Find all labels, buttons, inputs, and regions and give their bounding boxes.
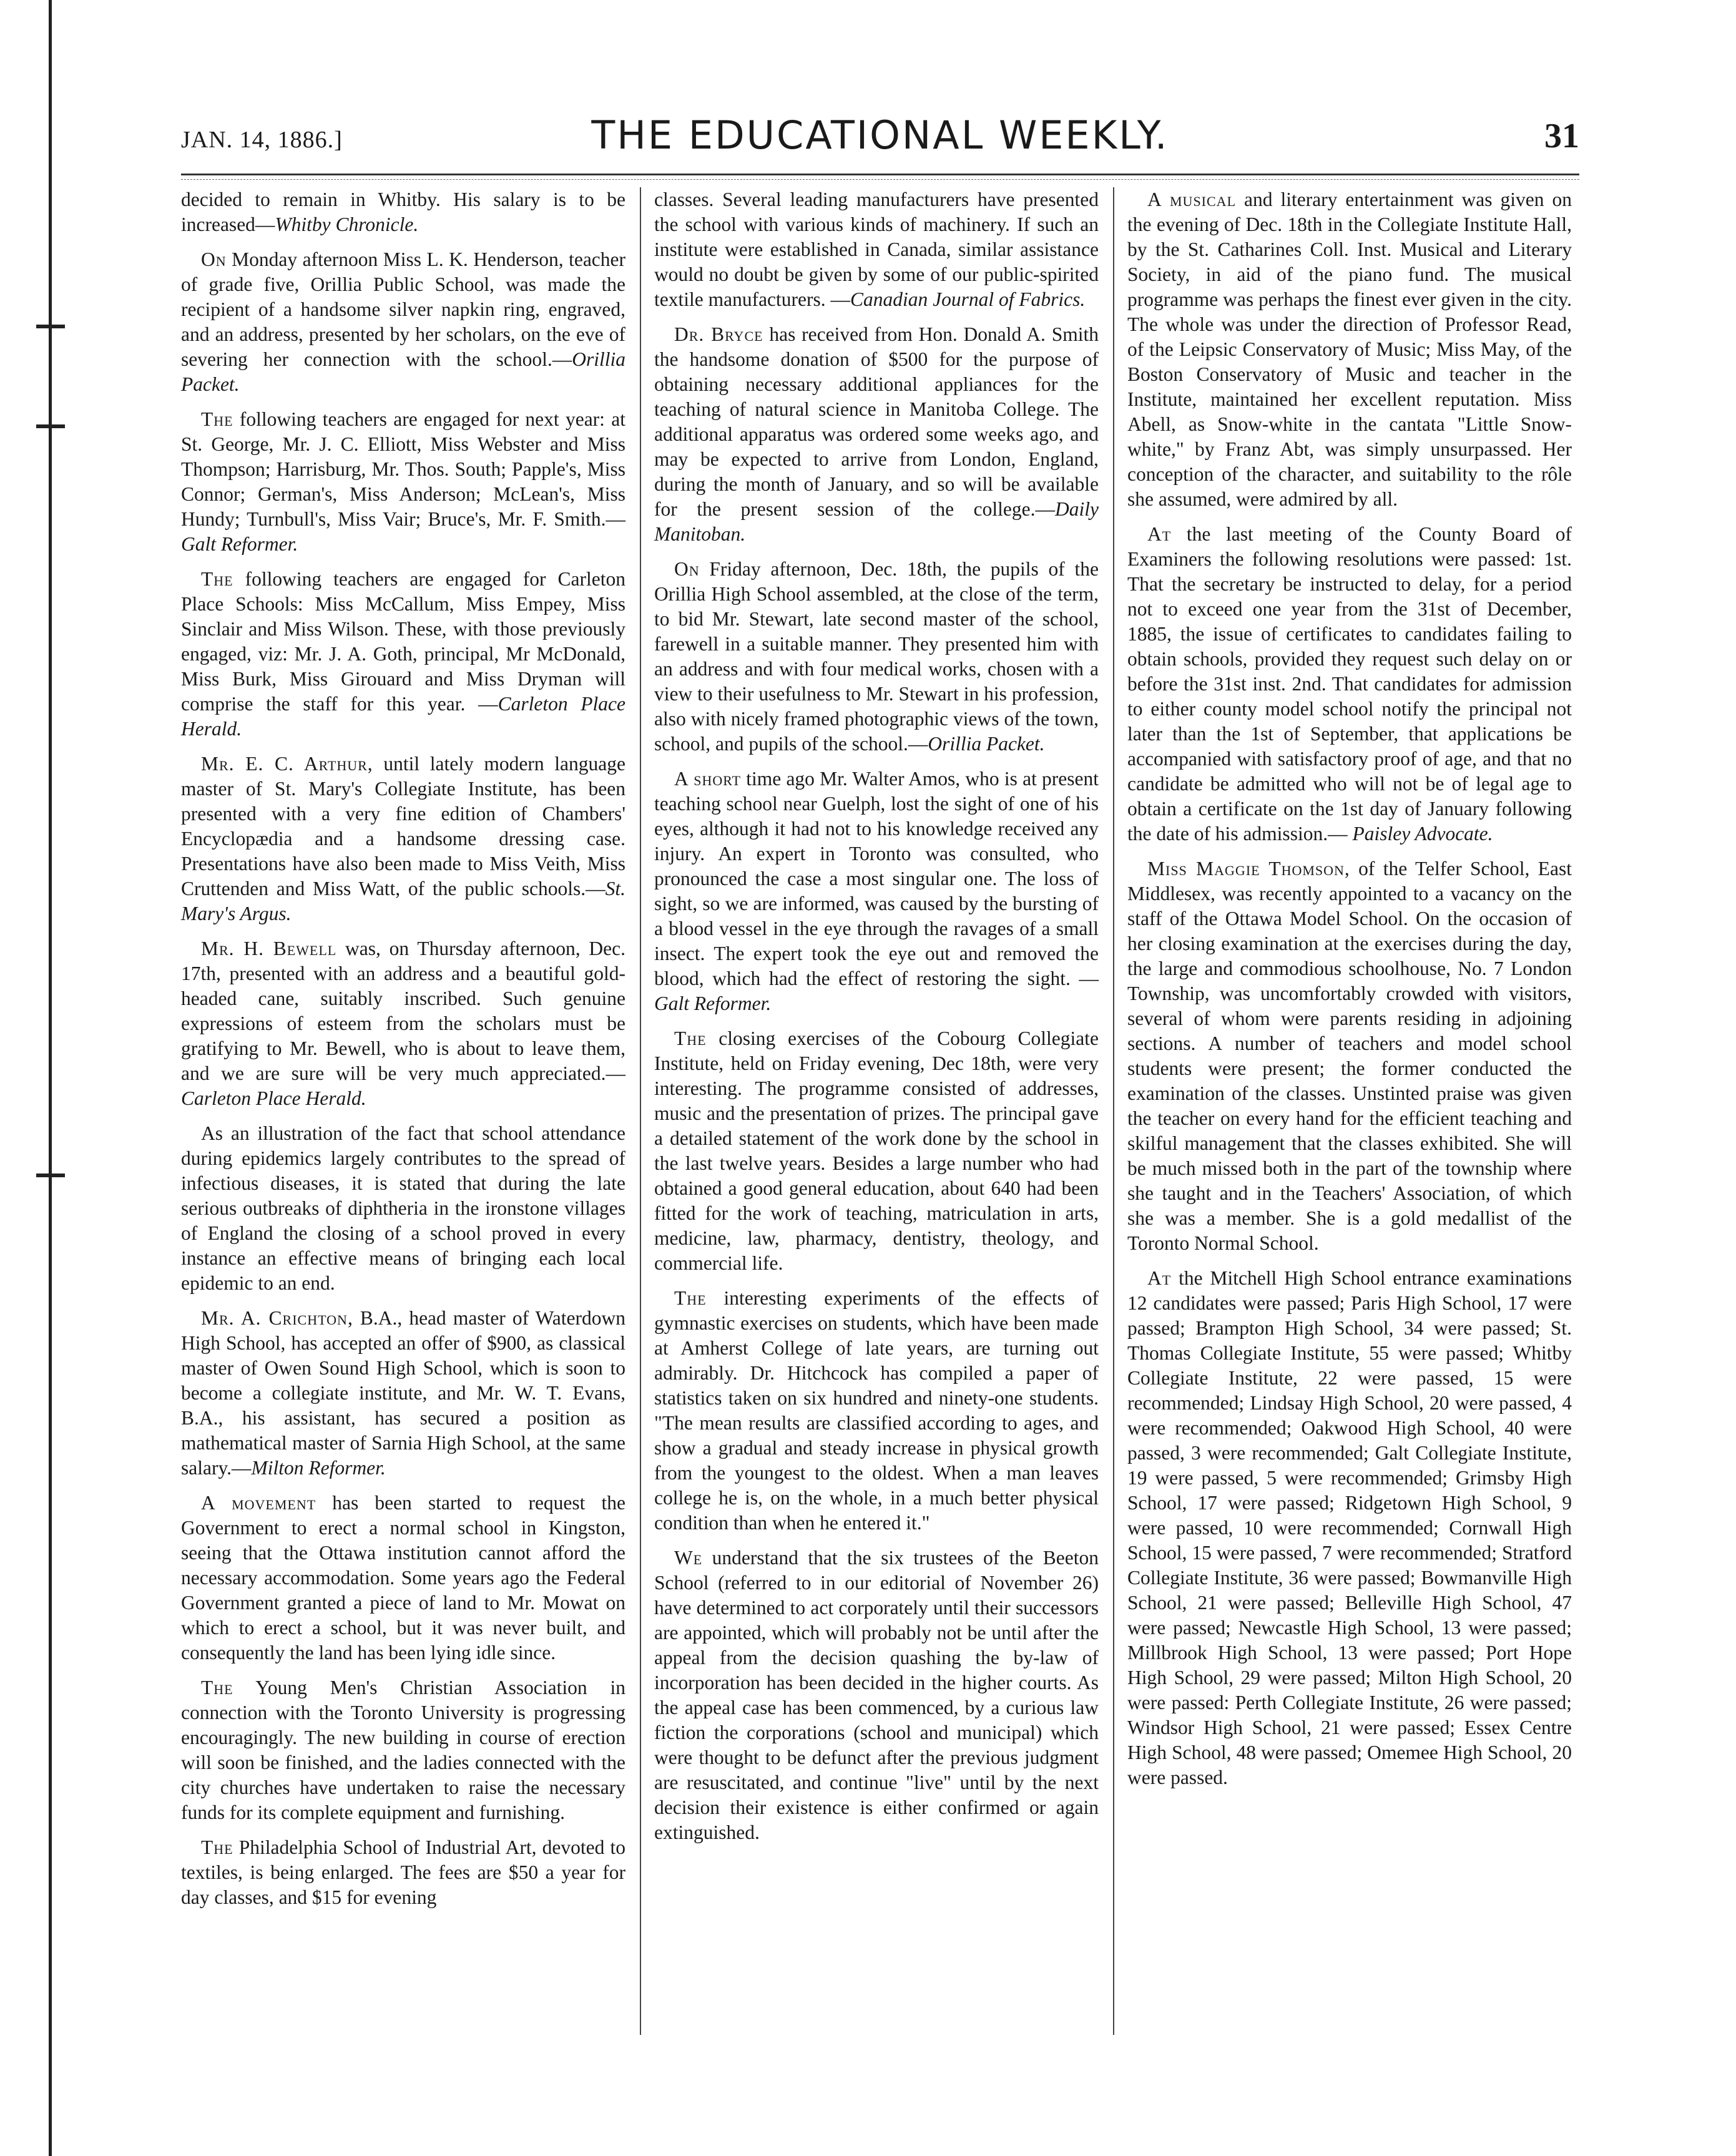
news-paragraph xyxy=(1127,1266,1572,1790)
paragraph-lead: Mr. E. C. Arthur, xyxy=(201,753,373,775)
paragraph-lead: At xyxy=(1147,523,1172,545)
news-paragraph xyxy=(654,1026,1099,1276)
paragraph-lead: Mr. A. Crichton, xyxy=(201,1307,353,1329)
paragraph-body: following teachers are engaged for Carleton Place Schools: Miss McCallum, Miss Empey, Miss Sinclair and Miss Wilson. These, with those previously engaged, viz: Mr. J. A. Goth, principal, Mr McDonald, Miss Burk, Miss Girouard and Miss Dryman will comprise the staff for this year. — xyxy=(181,568,625,715)
paragraph-body: Monday afternoon Miss L. K. Henderson, teacher of grade five, Orillia Public School, was made the recipient of a handsome silver napkin ring, engraved, and an address, presented by her scholars, on the eve of severing her connection with the school.— xyxy=(181,248,625,370)
paragraph-lead: The xyxy=(674,1287,707,1309)
news-paragraph xyxy=(1127,522,1572,846)
source-credit: Milton Reformer. xyxy=(251,1457,386,1479)
paragraph-body: Young Men's Christian Association in connection with the Toronto University is progressing encouragingly. The new building in course of erection will soon be finished, and the ladies connected with the city churches have undertaken to raise the necessary funds for its complete equipment and furnishing. xyxy=(181,1677,625,1823)
paragraph-lead: The xyxy=(674,1027,707,1049)
paragraph-body: B.A., head master of Waterdown High School, has accepted an offer of $900, as classical master of Owen Sound High School, which is soon to become a collegiate institute, and Mr. W. T. Evans, B.A., his assistant, has secured a position as mathematical master of Sarnia High School, at the same salary.— xyxy=(181,1307,625,1479)
source-credit: Daily Manitoban. xyxy=(654,498,1099,545)
page-number: 31 xyxy=(1544,117,1579,155)
paragraph-body: Philadelphia School of Industrial Art, devoted to textiles, is being enlarged. The fees are $50 a year for day classes, and $15 for evening xyxy=(181,1836,625,1908)
news-paragraph xyxy=(654,322,1099,547)
source-credit: St. Mary's Argus. xyxy=(181,878,625,924)
publication-title: THE EDUCATIONAL WEEKLY. xyxy=(591,112,1169,158)
paragraph-body: and literary entertainment was given on the evening of Dec. 18th in the Collegiate Institute Hall, by the St. Catharines Coll. Inst. Musical and Literary Society, in aid of the piano fund. The musical programme was perhaps the finest ever given in the city. The whole was under the direction of Professor Read, of the Leipsic Conservatory of Music; Miss May, of the Boston Conservatory of Music and teacher in the Institute, maintained her excellent reputation. Miss Abell, as Snow-white in the cantata "Little Snow-white," by Franz Abt, was simply unsurpassed. Her conception of the character, and suitability to the rôle she assumed, were admired by all. xyxy=(1127,189,1572,510)
news-paragraph xyxy=(181,1491,625,1665)
paragraph-body: Friday afternoon, Dec. 18th, the pupils of the Orillia High School assembled, at the close of the term, to bid Mr. Stewart, late second master of the school, farewell in a suitable manner. They presented him with an address and with four medical works, chosen with a view to their usefulness to Mr. Stewart in his profession, also with nicely framed photographic views of the town, school, and pupils of the school.— xyxy=(654,558,1099,755)
source-credit: Orillia Packet. xyxy=(928,733,1045,755)
paragraph-body: As an illustration of the fact that school attendance during epidemics largely contributes to the spread of infectious diseases, it is stated that during the late serious outbreaks of diphtheria in the ironstone villages of England the closing of a school proved in every instance an effective means of bringing each local epidemic to an end. xyxy=(181,1122,625,1294)
news-paragraph xyxy=(654,557,1099,757)
news-paragraph xyxy=(1127,856,1572,1256)
news-paragraph xyxy=(181,936,625,1111)
paragraph-lead: Dr. Bryce xyxy=(674,323,763,345)
paragraph-body: the last meeting of the County Board of Examiners the following resolutions were passed: 1st. That the secretary be instructed to delay, for a period not to exceed one year from the 31st of December, 1885, the issue of certificates to candidates failing to obtain schools, provided they request such delay on or before the 31st inst. 2nd. That candidates for admission to either county model school notify the principal not later than the 1st of September, that applications be accompanied with satisfactory proof of age, and that no candidate be admitted who will not be of legal age to obtain a certificate on the 1st day of January following the date of his admission.— xyxy=(1127,523,1572,845)
paragraph-lead: Miss Maggie Thomson, xyxy=(1147,858,1350,880)
issue-date: JAN. 14, 1886.] xyxy=(181,127,343,153)
news-paragraph xyxy=(181,247,625,397)
column-divider xyxy=(640,187,641,2035)
paragraph-body: of the Telfer School, East Middlesex, was recently appointed to a vacancy on the staff of the Ottawa Model School. On the occasion of her closing examination at the exercises during the day, the large and commodious schoolhouse, No. 7 London Township, was uncomfortably crowded with visitors, several of whom were parents residing in adjoining sections. A number of teachers and model school students were present; the former conducted the examination of the classes. Unstinted praise was given the teacher on every hand for the efficient teaching and skilful management that the classes exhibited. She will be much missed both in the part of the township where she taught and in the Teachers' Association, of which she was a member. She is a gold medallist of the Toronto Normal School. xyxy=(1127,858,1572,1254)
source-credit: Whitby Chronicle. xyxy=(275,213,419,235)
header-rule-dashed xyxy=(181,179,1579,180)
paragraph-lead: The xyxy=(201,408,233,430)
binding-tick xyxy=(36,1174,65,1177)
paragraph-lead: We xyxy=(674,1547,703,1569)
binding-tick xyxy=(36,325,65,328)
news-paragraph xyxy=(654,187,1099,312)
news-paragraph xyxy=(1127,187,1572,512)
paragraph-body: classes. Several leading manufacturers have presented the school with various kinds of machinery. If such an institute were established in Canada, similar assistance would no doubt be given by some of our public-spirited textile manufacturers. — xyxy=(654,189,1099,310)
paragraph-lead: On xyxy=(201,248,227,270)
paragraph-lead: The xyxy=(201,1836,233,1858)
news-paragraph xyxy=(654,1546,1099,1845)
news-paragraph xyxy=(181,1835,625,1910)
paragraph-lead: Mr. H. Bewell xyxy=(201,938,337,959)
source-credit: Carleton Place Herald. xyxy=(181,1087,366,1109)
paragraph-body: has been started to request the Government to erect a normal school in Kingston, seeing that the Ottawa institution cannot afford the necessary accommodation. Some years ago the Federal Government granted a piece of land to Mr. Mowat on which to erect a school, but it was never built, and consequently the land has been lying idle since. xyxy=(181,1492,625,1664)
column-2 xyxy=(654,187,1099,1855)
source-credit: Canadian Journal of Fabrics. xyxy=(850,288,1086,310)
paragraph-body: interesting experiments of the effects of gymnastic exercises on students, which have been made at Amherst College of late years, are turning out admirably. Dr. Hitchcock has compiled a paper of statistics taken on six hundred and ninety-one students. "The mean results are classified according to ages, and show a gradual and steady increase in physical growth from the youngest to the oldest. When a man leaves college he is, on the whole, in a much better physical condition than when he entered it." xyxy=(654,1287,1099,1534)
news-paragraph xyxy=(181,752,625,926)
news-paragraph xyxy=(654,1286,1099,1536)
binding-tick xyxy=(36,424,65,428)
paragraph-lead: The xyxy=(201,1677,233,1698)
paragraph-lead: A musical xyxy=(1147,189,1237,210)
header-rule xyxy=(181,174,1579,175)
source-credit: Galt Reformer. xyxy=(181,533,298,555)
news-paragraph xyxy=(181,1121,625,1296)
column-divider xyxy=(1113,187,1114,2035)
paragraph-lead: The xyxy=(201,568,233,590)
paragraph-body: until lately modern language master of St. Mary's Collegiate Institute, has been presented with a very fine edition of Chambers' Encyclopædia and a handsome dressing case. Presentations have also been made to Miss Veith, Miss Cruttenden and Miss Watt, of the public schools.— xyxy=(181,753,625,899)
page-header xyxy=(181,112,1579,169)
source-credit: Galt Reformer. xyxy=(654,992,772,1014)
news-paragraph xyxy=(181,567,625,742)
paragraph-body: has received from Hon. Donald A. Smith the handsome donation of $500 for the purpose of obtaining necessary additional appliances for the teaching of natural science in Manitoba College. The additional apparatus was ordered some weeks ago, and may be expected to arrive from London, England, during the month of January, and so will be available for the present session of the college.— xyxy=(654,323,1099,520)
column-3 xyxy=(1127,187,1572,1800)
paragraph-lead: A short xyxy=(674,768,742,790)
paragraph-body: closing exercises of the Cobourg Collegiate Institute, held on Friday evening, Dec 18th, were very interesting. The programme consisted of addresses, music and the presentation of prizes. The principal gave a detailed statement of the work done by the school in the last twelve years. Besides a large number who had obtained a good general education, about 640 had been fitted for the work of teaching, matriculation in arts, medicine, law, pharmacy, dentistry, theology, and commercial life. xyxy=(654,1027,1099,1274)
news-paragraph xyxy=(181,187,625,237)
news-paragraph xyxy=(181,407,625,557)
paragraph-body: decided to remain in Whitby. His salary is to be increased— xyxy=(181,189,625,235)
source-credit: Orillia Packet. xyxy=(181,348,625,395)
news-paragraph xyxy=(181,1675,625,1825)
column-1 xyxy=(181,187,625,1920)
paragraph-body: was, on Thursday afternoon, Dec. 17th, presented with an address and a beautiful gold-headed cane, suitably inscribed. Such genuine expressions of esteem from the scholars must be gratifying to Mr. Bewell, who is about to leave them, and we are sure will be very much appreciated.— xyxy=(181,938,625,1084)
paragraph-lead: A movement xyxy=(201,1492,316,1514)
news-paragraph xyxy=(181,1306,625,1481)
paragraph-body: time ago Mr. Walter Amos, who is at present teaching school near Guelph, lost the sight of one of his eyes, although it had not to his knowledge received any injury. An expert in Toronto was consulted, who pronounced the case a most singular one. The loss of sight, so we are informed, was caused by the bursting of a blood vessel in the eye through the ravages of a small insect. The expert took the eye out and removed the blood, which had the effect of restoring the sight. — xyxy=(654,768,1099,989)
paragraph-body: the Mitchell High School entrance examinations 12 candidates were passed; Paris High School, 17 were passed; Brampton High School, 34 were passed; St. Thomas Collegiate Institute, 55 were passed; Whitby Collegiate Institute, 22 were passed, 15 were recommended; Lindsay High School, 20 were passed, 4 were recommended; Oakwood High School, 40 were passed, 3 were recommended; Galt Collegiate Institute, 19 were passed, 5 were recommended; Grimsby High School, 17 were passed; Ridgetown High School, 9 were passed, 10 were recommended; Cornwall High School, 15 were passed, 7 were recommended; Stratford Collegiate Institute, 36 were passed; Bowmanville High School, 21 were passed; Belleville High School, 47 were passed; Newcastle High School, 13 were passed; Millbrook High School, 13 were passed; Port Hope High School, 29 were passed; Milton High School, 20 were passed: Perth Collegiate Institute, 26 were passed; Windsor High School, 21 were passed; Essex Centre High School, 48 were passed; Omemee High School, 20 were passed. xyxy=(1127,1267,1572,1788)
paragraph-lead: At xyxy=(1147,1267,1172,1289)
paragraph-lead: On xyxy=(674,558,700,580)
news-paragraph xyxy=(654,767,1099,1016)
source-credit: Paisley Advocate. xyxy=(1352,823,1493,845)
paragraph-body: following teachers are engaged for next year: at St. George, Mr. J. C. Elliott, Miss Webster and Miss Thompson; Harrisburg, Mr. Thos. South; Papple's, Miss Connor; German's, Miss Anderson; McLean's, Miss Hundy; Turnbull's, Miss Vair; Bruce's, Mr. F. Smith.— xyxy=(181,408,625,530)
binding-edge xyxy=(49,0,52,2156)
source-credit: Carleton Place Herald. xyxy=(181,693,625,740)
paragraph-body: understand that the six trustees of the Beeton School (referred to in our editorial of November 26) have determined to act corporately until their successors are appointed, which will probably not be until after the appeal from the decision quashing the by-law of incorporation has been decided in the higher courts. As the appeal case has been commenced, by a curious law fiction the corporations (school and municipal) which were thought to be defunct after the previous judgment are resuscitated, and continue "live" until by the next decision their existence is either confirmed or again extinguished. xyxy=(654,1547,1099,1843)
